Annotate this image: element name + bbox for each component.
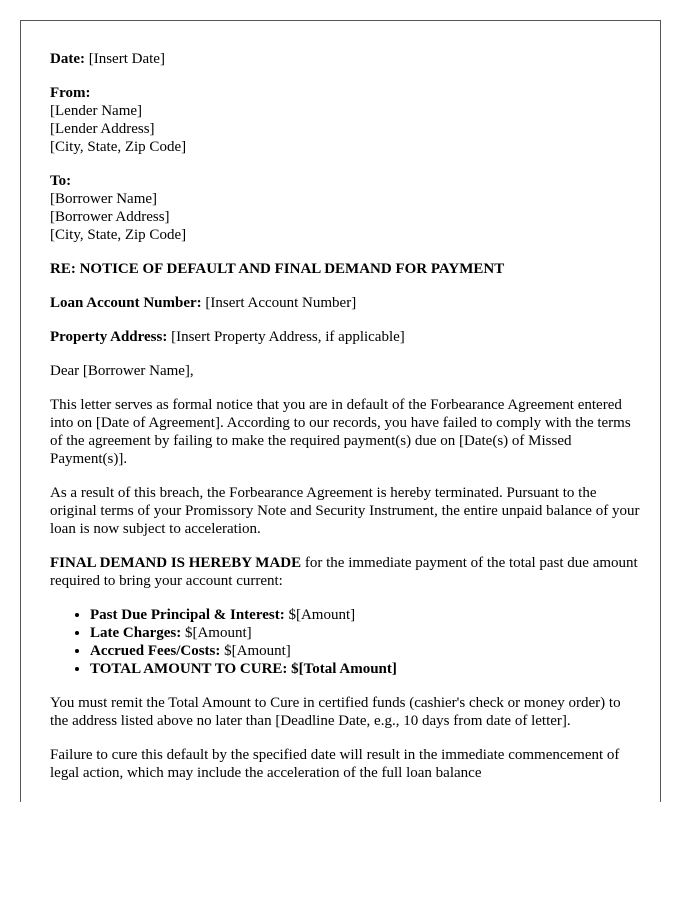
amount-value: $[Amount]	[220, 643, 291, 659]
amounts-list	[50, 606, 640, 678]
re-line: RE: NOTICE OF DEFAULT AND FINAL DEMAND FOR PAYMENT	[50, 261, 505, 277]
amount-label: Late Charges:	[90, 625, 182, 641]
amount-label: Past Due Principal & Interest:	[90, 607, 285, 623]
paragraph-3: You must remit the Total Amount to Cure in certified funds (cashier's check or money order) to the address listed above no later than [Deadline Date, e.g., 10 days from date of letter].	[50, 695, 621, 729]
list-item	[90, 642, 640, 660]
re-line-block	[50, 260, 640, 278]
to-block	[50, 172, 640, 244]
date-block	[50, 50, 640, 68]
demand-block	[50, 554, 640, 590]
letter-content	[50, 50, 640, 798]
demand-paragraph	[50, 554, 640, 590]
salutation-block	[50, 362, 640, 380]
property-address-label: Property Address:	[50, 329, 168, 345]
paragraph-1: This letter serves as formal notice that you are in default of the Forbearance Agreement entered into on [Date of Agreement]. According to our records, you have failed to comply with the terms of the agreement by failing to make the required payment(s) due on [Date(s) of Missed Payment(s)].	[50, 397, 631, 467]
from-block	[50, 84, 640, 156]
lender-address: [Lender Address]	[50, 121, 155, 137]
paragraph-default-notice	[50, 396, 640, 468]
paragraph-4: Failure to cure this default by the specified date will result in the immediate commencement of legal action, which may include the acceleration of the full loan balance	[50, 747, 620, 781]
borrower-name: [Borrower Name]	[50, 191, 158, 207]
amount-value: $[Total Amount]	[287, 661, 397, 677]
list-item	[90, 606, 640, 624]
property-address-value: [Insert Property Address, if applicable]	[167, 329, 405, 345]
list-item	[90, 624, 640, 642]
list-item	[90, 660, 640, 678]
loan-account-value: [Insert Account Number]	[201, 295, 357, 311]
amount-label: Accrued Fees/Costs:	[90, 643, 221, 659]
amount-label: TOTAL AMOUNT TO CURE:	[90, 661, 288, 677]
date-value: [Insert Date]	[84, 51, 165, 67]
amount-value: $[Amount]	[181, 625, 252, 641]
salutation: Dear [Borrower Name],	[50, 363, 194, 379]
loan-account-block	[50, 294, 640, 312]
borrower-address: [Borrower Address]	[50, 209, 170, 225]
to-label: To:	[50, 173, 72, 189]
property-address-block	[50, 328, 640, 346]
loan-account-label: Loan Account Number:	[50, 295, 202, 311]
lender-city-state-zip: [City, State, Zip Code]	[50, 139, 187, 155]
date-label: Date:	[50, 51, 85, 67]
demand-bold-text: FINAL DEMAND IS HEREBY MADE	[50, 555, 302, 571]
amount-value: $[Amount]	[284, 607, 356, 623]
demand-rest-text: for the immediate payment of the total past due amount required to bring your account current:	[50, 555, 638, 589]
paragraph-failure	[50, 746, 640, 782]
borrower-city-state-zip: [City, State, Zip Code]	[50, 227, 187, 243]
paragraph-termination	[50, 484, 640, 538]
paragraph-2: As a result of this breach, the Forbearance Agreement is hereby terminated. Pursuant to the original terms of your Promissory Note and Security Instrument, the entire unpaid balance of your loan is now subject to acceleration.	[50, 485, 640, 537]
letter-page	[20, 20, 661, 802]
from-label: From:	[50, 85, 91, 101]
lender-name: [Lender Name]	[50, 103, 143, 119]
paragraph-remit	[50, 694, 640, 730]
